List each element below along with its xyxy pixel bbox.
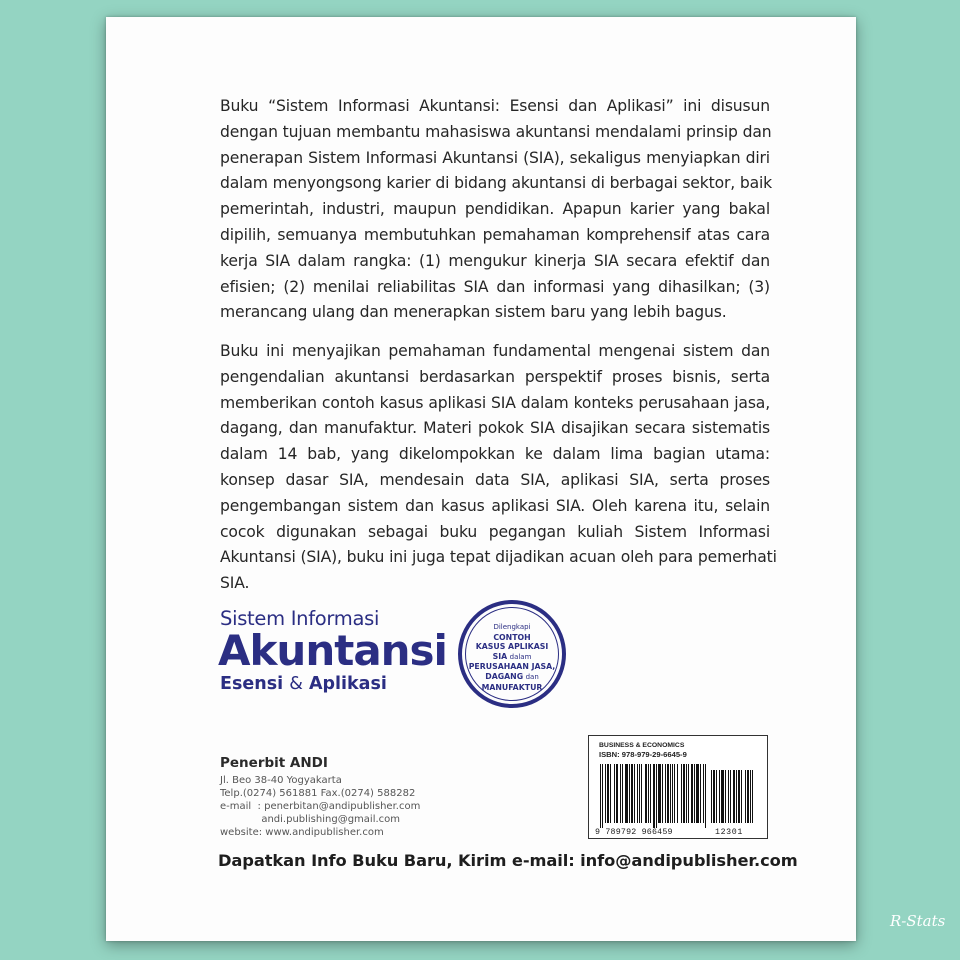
barcode-bar — [662, 764, 663, 823]
barcode-bar — [677, 764, 678, 823]
stamp-line-2: CONTOH — [493, 632, 531, 642]
barcode-bar — [610, 764, 611, 823]
watermark-text: R-Stats — [890, 912, 946, 930]
barcode-isbn: ISBN: 978-979-29-6645-9 — [599, 750, 687, 759]
logo-subtitle-a: Esensi — [220, 674, 284, 694]
paragraph-line: memberikan contoh kasus aplikasi SIA dalam konteks perusahaan jasa, — [220, 393, 770, 412]
barcode-bar — [711, 770, 712, 823]
barcode-bar — [700, 764, 701, 823]
paragraph-line: penerapan Sistem Informasi Akuntansi (SIA), sekaligus menyiapkan diri — [220, 148, 770, 167]
paragraph-line: SIA. — [220, 574, 250, 593]
barcode-bar — [725, 770, 726, 823]
barcode-bar — [645, 764, 647, 823]
barcode-bar — [672, 764, 673, 823]
logo-subtitle-amp: & — [289, 674, 303, 694]
barcode-bar — [733, 770, 735, 823]
barcode-bar — [752, 770, 753, 823]
barcode-number-main: 9 789792 966459 — [595, 828, 673, 837]
barcode-bar — [650, 764, 651, 823]
paragraph-line: dalam 14 bab, yang dikelompokkan ke dalam lima bagian utama: — [220, 445, 770, 464]
barcode-bar — [745, 770, 746, 823]
paragraph-line: efisien; (2) menilai reliabilitas SIA dan informasi yang dihasilkan; (3) — [220, 277, 770, 296]
barcode-bar — [600, 764, 601, 828]
stamp-line-1: Dilengkapi — [493, 623, 531, 631]
barcode-bar — [703, 764, 704, 823]
blurb-paragraph-1 — [220, 94, 773, 326]
barcode-bar — [616, 764, 618, 823]
barcode-category: BUSINESS & ECONOMICS — [599, 742, 685, 749]
barcode-bar — [637, 764, 638, 823]
paragraph-line: Buku “Sistem Informasi Akuntansi: Esensi dan Aplikasi” ini disusun — [220, 97, 770, 115]
barcode-bar — [736, 770, 737, 823]
barcode-bar — [686, 764, 687, 823]
barcode-bar — [738, 770, 740, 823]
barcode-bar — [631, 764, 633, 823]
barcode-bar — [656, 764, 657, 828]
paragraph-line: merancang ulang dan menerapkan sistem baru yang lebih bagus. — [220, 303, 727, 322]
barcode-number-addon: 12301 — [715, 828, 743, 837]
logo-title: Akuntansi — [218, 626, 447, 675]
stamp-line-6b: dan — [525, 672, 539, 681]
barcode-bar — [741, 770, 742, 823]
barcode-bar — [639, 764, 640, 823]
stamp-line-6a: DAGANG — [485, 671, 524, 681]
barcode-bar — [696, 764, 699, 823]
barcode-bar — [721, 770, 724, 823]
barcode-bar — [620, 764, 621, 823]
barcode-bar — [670, 764, 671, 823]
footer-contact-line: Dapatkan Info Buku Baru, Kirim e-mail: info@andipublisher.com — [218, 851, 798, 870]
barcode-bar — [658, 764, 661, 823]
logo-series-name: Sistem Informasi — [220, 607, 380, 630]
paragraph-line: cocok digunakan sebagai buku pegangan kuliah Sistem Informasi — [220, 522, 770, 541]
barcode-bar — [634, 764, 635, 823]
logo-subtitle-b: Aplikasi — [308, 674, 387, 694]
barcode-bar — [614, 764, 615, 823]
stamp-line-7: MANUFAKTUR — [481, 682, 543, 692]
barcode-bar — [648, 764, 649, 823]
blurb-paragraph-2 — [220, 339, 777, 597]
barcode-bar — [605, 764, 606, 823]
paragraph-line: dagang, dan manufaktur. Materi pokok SIA disajikan secara sistematis — [220, 419, 770, 438]
barcode-bar — [629, 764, 630, 823]
book-back-cover — [106, 17, 856, 941]
barcode-bar — [750, 770, 751, 823]
paragraph-line: pengendalian akuntansi berdasarkan perspektif proses bisnis, serta — [220, 367, 770, 386]
barcode-bar — [728, 770, 729, 823]
paragraph-line: Akuntansi (SIA), buku ini juga tepat dijadikan acuan oleh para pemerhati — [220, 548, 777, 567]
barcode-bar — [667, 764, 669, 823]
barcode-bar — [747, 770, 749, 823]
stamp-line-3: KASUS APLIKASI — [475, 642, 549, 652]
stamp-line-4b: dalam — [509, 652, 532, 661]
barcode-bar — [691, 764, 693, 823]
stamp-line-5: PERUSAHAAN JASA, — [468, 662, 556, 672]
paragraph-line: pengembangan sistem dan kasus aplikasi SIA. Oleh karena itu, selain — [220, 496, 770, 515]
paragraph-line: dengan tujuan membantu mahasiswa akuntansi mendalami prinsip dan — [220, 122, 772, 141]
publisher-name: Penerbit ANDI — [220, 755, 328, 771]
barcode-bars-addon — [711, 770, 759, 828]
barcode-bar — [681, 764, 682, 823]
barcode-bar — [641, 764, 642, 823]
logo-subtitle — [220, 674, 387, 694]
barcode-bar — [607, 764, 609, 823]
paragraph-line: Buku ini menyajikan pemahaman fundamental mengenai sistem dan — [220, 342, 770, 360]
barcode-bar — [665, 764, 666, 823]
barcode-bar — [602, 764, 603, 828]
barcode-bar — [622, 764, 623, 823]
contents-stamp-badge — [458, 600, 566, 708]
barcode-bar — [719, 770, 720, 823]
barcode-bar — [694, 764, 695, 823]
isbn-barcode-block — [588, 735, 768, 839]
barcode-bar — [713, 770, 715, 823]
paragraph-line: kerja SIA dalam rangka: (1) mengukur kinerja SIA secara efektif dan — [220, 251, 770, 270]
barcode-bar — [688, 764, 689, 823]
barcode-bar — [683, 764, 685, 823]
barcode-bar — [716, 770, 717, 823]
barcode-bar — [653, 764, 655, 828]
paragraph-line: konsep dasar SIA, mendesain data SIA, aplikasi SIA, serta proses — [220, 470, 770, 489]
barcode-bar — [705, 764, 706, 828]
stamp-line-4a: SIA — [492, 651, 508, 661]
barcode-bar — [730, 770, 731, 823]
paragraph-line: pemerintah, industri, maupun pendidikan. Apapun karier yang bakal — [220, 200, 770, 219]
barcode-bar — [674, 764, 675, 823]
paragraph-line: dipilih, semuanya membutuhkan pemahaman komprehensif atas cara — [220, 225, 770, 244]
barcode-bars-main — [600, 764, 708, 828]
barcode-bar — [625, 764, 628, 823]
paragraph-line: dalam menyongsong karier di bidang akuntansi di berbagai sektor, baik — [220, 174, 773, 193]
publisher-contact-info: Jl. Beo 38-40 Yogyakarta Telp.(0274) 561881 Fax.(0274) 588282 e-mail : penerbitan@andipublisher.com andi.publishing@gmail.com website: www.andipublisher.com — [220, 775, 421, 838]
